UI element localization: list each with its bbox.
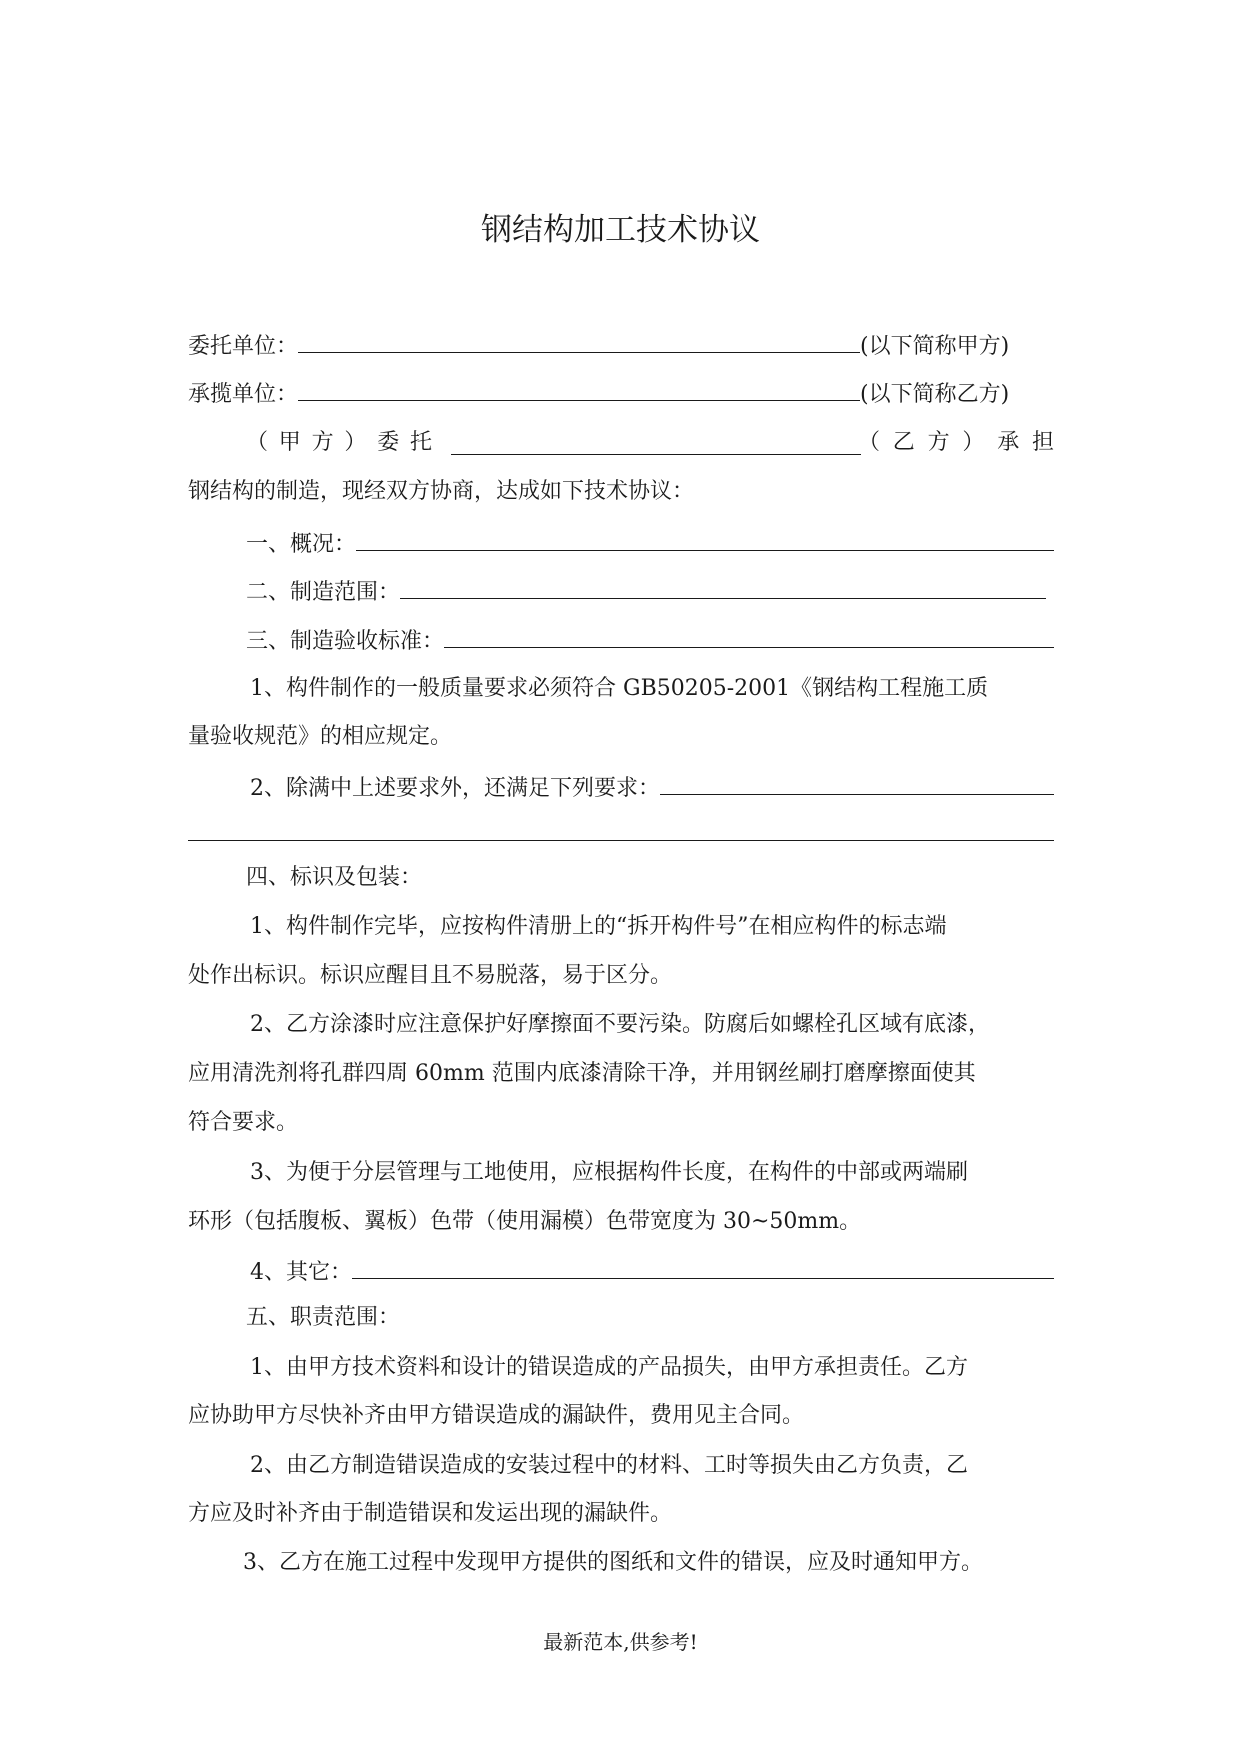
- entrust-char: （: [858, 430, 881, 455]
- marking-item-1-line2: 处作出标识。标识应醒目且不易脱落，易于区分。: [188, 963, 673, 988]
- entrust-char: ）: [962, 430, 985, 455]
- entrust-party-b: [858, 425, 1054, 461]
- standard-item-1-line1: 1、构件制作的一般质量要求必须符合 GB50205-2001《钢结构工程施工质: [250, 676, 989, 701]
- section-standard: [188, 621, 1054, 657]
- marking-item-4: [188, 1252, 1054, 1288]
- client-blank[interactable]: [298, 326, 860, 353]
- responsibility-item-2-line1: 2、由乙方制造错误造成的安装过程中的材料、工时等损失由乙方负责，乙: [250, 1453, 968, 1478]
- section-scope: [188, 572, 1046, 608]
- contractor-label: 承揽单位：: [188, 382, 299, 407]
- client-row: [188, 326, 1054, 362]
- footer-note: 最新范本,供参考!: [543, 1630, 698, 1654]
- responsibility-item-2-line2: 方应及时补齐由于制造错误和发运出现的漏缺件。: [188, 1501, 673, 1526]
- marking-item-2-line3: 符合要求。: [188, 1110, 299, 1135]
- marking-item-4-blank[interactable]: [352, 1252, 1054, 1279]
- entrust-continuation: 钢结构的制造，现经双方协商，达成如下技术协议：: [188, 479, 695, 504]
- entrust-party-a: [246, 425, 432, 461]
- page-title: 钢结构加工技术协议: [481, 212, 760, 248]
- standard-item-2: [188, 768, 1054, 804]
- section-overview-label: 一、概况：: [246, 532, 357, 557]
- marking-item-3-line1: 3、为便于分层管理与工地使用，应根据构件长度，在构件的中部或两端刷: [250, 1160, 968, 1185]
- entrust-char: 乙: [892, 430, 915, 455]
- contractor-suffix: (以下简称乙方): [860, 382, 1010, 407]
- marking-item-4-label: 4、其它：: [250, 1260, 352, 1285]
- marking-item-3-line2: 环形（包括腹板、翼板）色带（使用漏模）色带宽度为 30~50mm。: [188, 1209, 862, 1234]
- entrust-char: 甲: [278, 430, 301, 455]
- responsibility-item-1-line1: 1、由甲方技术资料和设计的错误造成的产品损失，由甲方承担责任。乙方: [250, 1355, 968, 1380]
- section-marking: 四、标识及包装：: [246, 865, 423, 890]
- section-standard-label: 三、制造验收标准：: [246, 629, 445, 654]
- entrust-char: 担: [1031, 430, 1054, 455]
- entrust-char: （: [246, 430, 269, 455]
- standard-item-2-blank-line[interactable]: [188, 840, 1054, 841]
- client-label: 委托单位：: [188, 334, 299, 359]
- entrust-char: ）: [344, 430, 367, 455]
- entrust-char: 承: [997, 430, 1020, 455]
- section-responsibility: 五、职责范围：: [246, 1305, 401, 1330]
- entrust-char: 方: [927, 430, 950, 455]
- marking-item-2-line1: 2、乙方涂漆时应注意保护好摩擦面不要污染。防腐后如螺栓孔区域有底漆，: [250, 1012, 990, 1037]
- standard-item-2-label: 2、除满中上述要求外，还满足下列要求：: [250, 776, 660, 801]
- standard-item-1-line2: 量验收规范》的相应规定。: [188, 724, 453, 749]
- standard-blank[interactable]: [444, 621, 1054, 648]
- contractor-row: [188, 374, 1054, 410]
- entrust-char: 方: [311, 430, 334, 455]
- standard-item-2-blank[interactable]: [660, 768, 1054, 795]
- scope-blank[interactable]: [400, 572, 1046, 599]
- entrust-char: 托: [409, 430, 432, 455]
- responsibility-item-3: 3、乙方在施工过程中发现甲方提供的图纸和文件的错误，应及时通知甲方。: [243, 1550, 983, 1575]
- marking-item-2-line2: 应用清洗剂将孔群四周 60mm 范围内底漆清除干净，并用钢丝刷打磨摩擦面使其: [188, 1061, 976, 1086]
- entrust-blank[interactable]: [451, 428, 861, 455]
- section-overview: [188, 524, 1054, 560]
- overview-blank[interactable]: [356, 524, 1054, 551]
- entrust-row: [246, 425, 1054, 461]
- contractor-blank[interactable]: [298, 374, 860, 401]
- section-scope-label: 二、制造范围：: [246, 580, 401, 605]
- entrust-char: 委: [377, 430, 400, 455]
- client-suffix: (以下简称甲方): [860, 334, 1010, 359]
- marking-item-1-line1: 1、构件制作完毕，应按构件清册上的“拆开构件号”在相应构件的标志端: [250, 914, 947, 939]
- responsibility-item-1-line2: 应协助甲方尽快补齐由甲方错误造成的漏缺件，费用见主合同。: [188, 1403, 805, 1428]
